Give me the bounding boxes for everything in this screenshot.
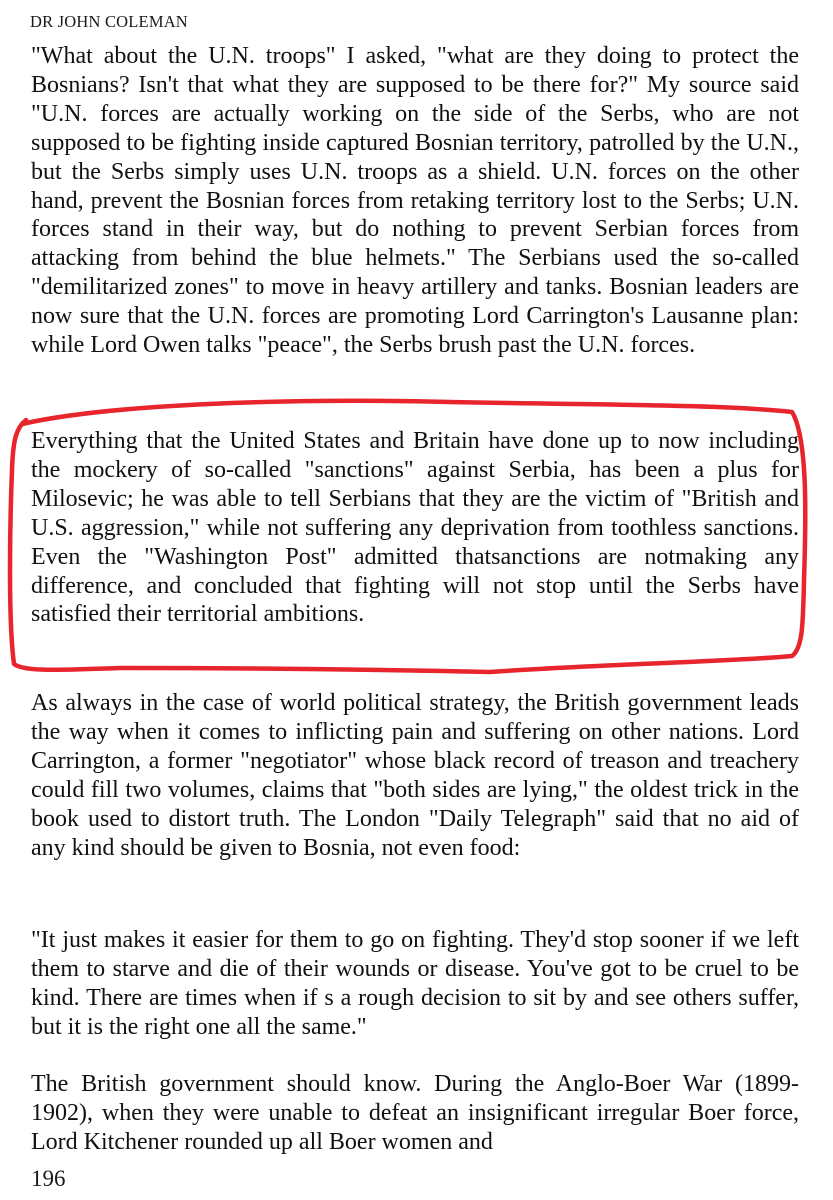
page-number: 196 [31, 1166, 66, 1191]
paragraph-5: The British government should know. During the Anglo-Boer War (1899-1902), when they were unable to defeat an insignificant irregular Boer force, Lord Kitchener rounded up all Boer women and [31, 1071, 799, 1155]
paragraph-2-highlighted: Everything that the United States and Britain have done up to now including the mockery of so-called "sanctions" against Serbia, has been a plus for Milosevic; he was able to tell Serbians that they are the victim of "British and U.S. aggression," while not suffering any deprivation from toothless sanctions. Even the "Washington Post" admitted thatsanctions are notmaking any difference, and concluded that fighting will not stop until the Serbs have satisfied their territorial ambitions. [31, 428, 799, 628]
paragraph-1: "What about the U.N. troops" I asked, "what are they doing to protect the Bosnians? Isn't that what they are supposed to be there for?" My source said "U.N. forces are actually working on the side of the Serbs, who are not supposed to be fighting inside captured Bosnian territory, patrolled by the U.N., but the Serbs simply uses U.N. troops as a shield. U.N. forces on the other hand, prevent the Bosnian forces from retaking territory lost to the Serbs; U.N. forces stand in their way, but do nothing to prevent Serbian forces from attacking from behind the blue helmets." The Serbians used the so-called "demilitarized zones" to move in heavy artillery and tanks. Bosnian leaders are now sure that the U.N. forces are promoting Lord Carrington's Lausanne plan: while Lord Owen talks "peace", the Serbs brush past the U.N. forces. [31, 43, 799, 359]
block-quote: "It just makes it easier for them to go on fighting. They'd stop sooner if we left them to starve and die of their wounds or disease. You've got to be cruel to be kind. There are times when if s a rough decision to sit by and see others suffer, but it is the right one all the same." [31, 927, 799, 1040]
running-head: DR JOHN COLEMAN [30, 12, 188, 31]
paragraph-3: As always in the case of world political strategy, the British government leads the way when it comes to inflicting pain and suffering on other nations. Lord Carrington, a former "negotiator" whose black record of treason and treachery could fill two volumes, claims that "both sides are lying," the oldest trick in the book used to distort truth. The London "Daily Telegraph" said that no aid of any kind should be given to Bosnia, not even food: [31, 690, 799, 861]
